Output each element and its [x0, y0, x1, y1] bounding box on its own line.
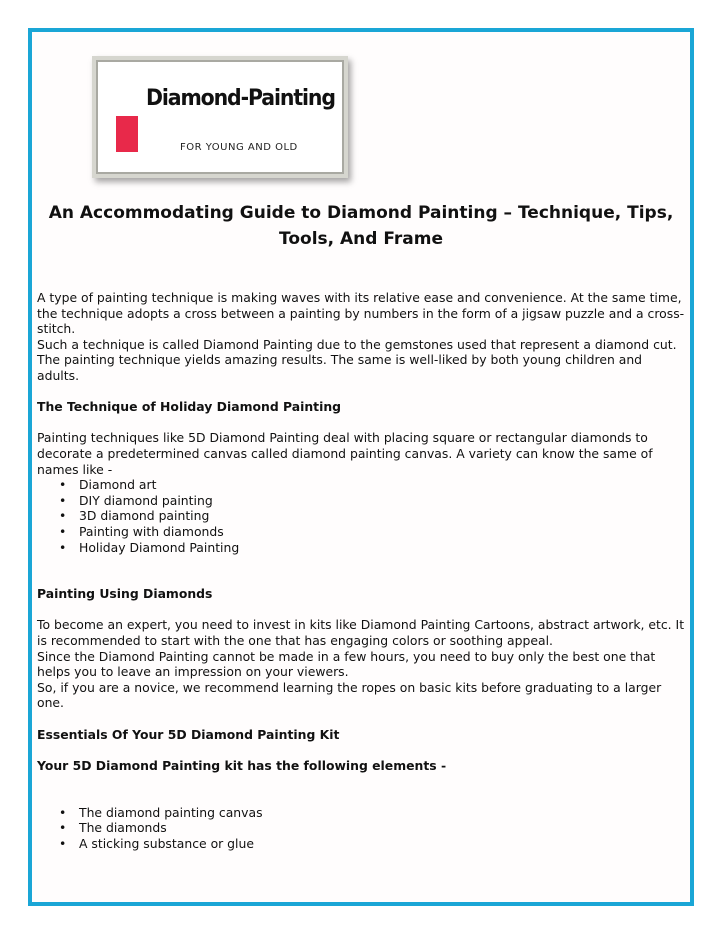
list-item: • Diamond art	[79, 477, 687, 493]
technique-heading: The Technique of Holiday Diamond Painting	[37, 399, 342, 415]
intro-paragraph-2: Such a technique is called Diamond Painting due to the gemstones used that represent a diamond cut. The painting technique yields amazing results. The same is well-liked by both young children and adults.	[37, 336, 677, 383]
list-item: • DIY diamond painting	[79, 493, 687, 509]
document-title: An Accommodating Guide to Diamond Painting – Technique, Tips, Tools, And Frame	[48, 203, 674, 249]
logo-title: Diamond-Painting	[146, 86, 335, 111]
list-item: • The diamonds	[79, 820, 687, 836]
list-item: • The diamond painting canvas	[79, 805, 687, 821]
essentials-heading: Essentials Of Your 5D Diamond Painting Kit	[37, 726, 340, 742]
list-item: • Painting with diamonds	[79, 524, 687, 540]
kit-elements-subheading: Your 5D Diamond Painting kit has the following elements -	[37, 757, 447, 773]
technique-paragraph: Painting techniques like 5D Diamond Painting deal with placing square or rectangular diamonds to decorate a predetermined canvas called diamond painting canvas. A variety can know the same of names like -	[37, 430, 653, 477]
using-paragraph-1: To become an expert, you need to invest in kits like Diamond Painting Cartoons, abstract artwork, etc. It is recommended to start with the one that has engaging colors or soothing appeal.	[37, 617, 685, 649]
logo-red-square	[116, 116, 138, 152]
diamond-painting-logo	[92, 56, 348, 178]
list-item: • Holiday Diamond Painting	[79, 540, 687, 556]
list-item: • 3D diamond painting	[79, 508, 687, 524]
intro-paragraph-1: A type of painting technique is making waves with its relative ease and convenience. At the same time, the technique adopts a cross between a painting by numbers in the form of a jigsaw puzzle and a cross-stitch.	[37, 290, 685, 337]
using-paragraph-3: So, if you are a novice, we recommend learning the ropes on basic kits before graduating to a larger one.	[37, 679, 662, 711]
document-body	[37, 290, 687, 851]
kit-elements-list	[37, 805, 687, 852]
list-item: • A sticking substance or glue	[79, 836, 687, 852]
names-list	[37, 477, 687, 555]
using-paragraph-2: Since the Diamond Painting cannot be made in a few hours, you need to buy only the best one that helps you to leave an impression on your viewers.	[37, 648, 656, 680]
using-diamonds-heading: Painting Using Diamonds	[37, 586, 213, 602]
logo-subtitle: FOR YOUNG AND OLD	[180, 142, 298, 153]
